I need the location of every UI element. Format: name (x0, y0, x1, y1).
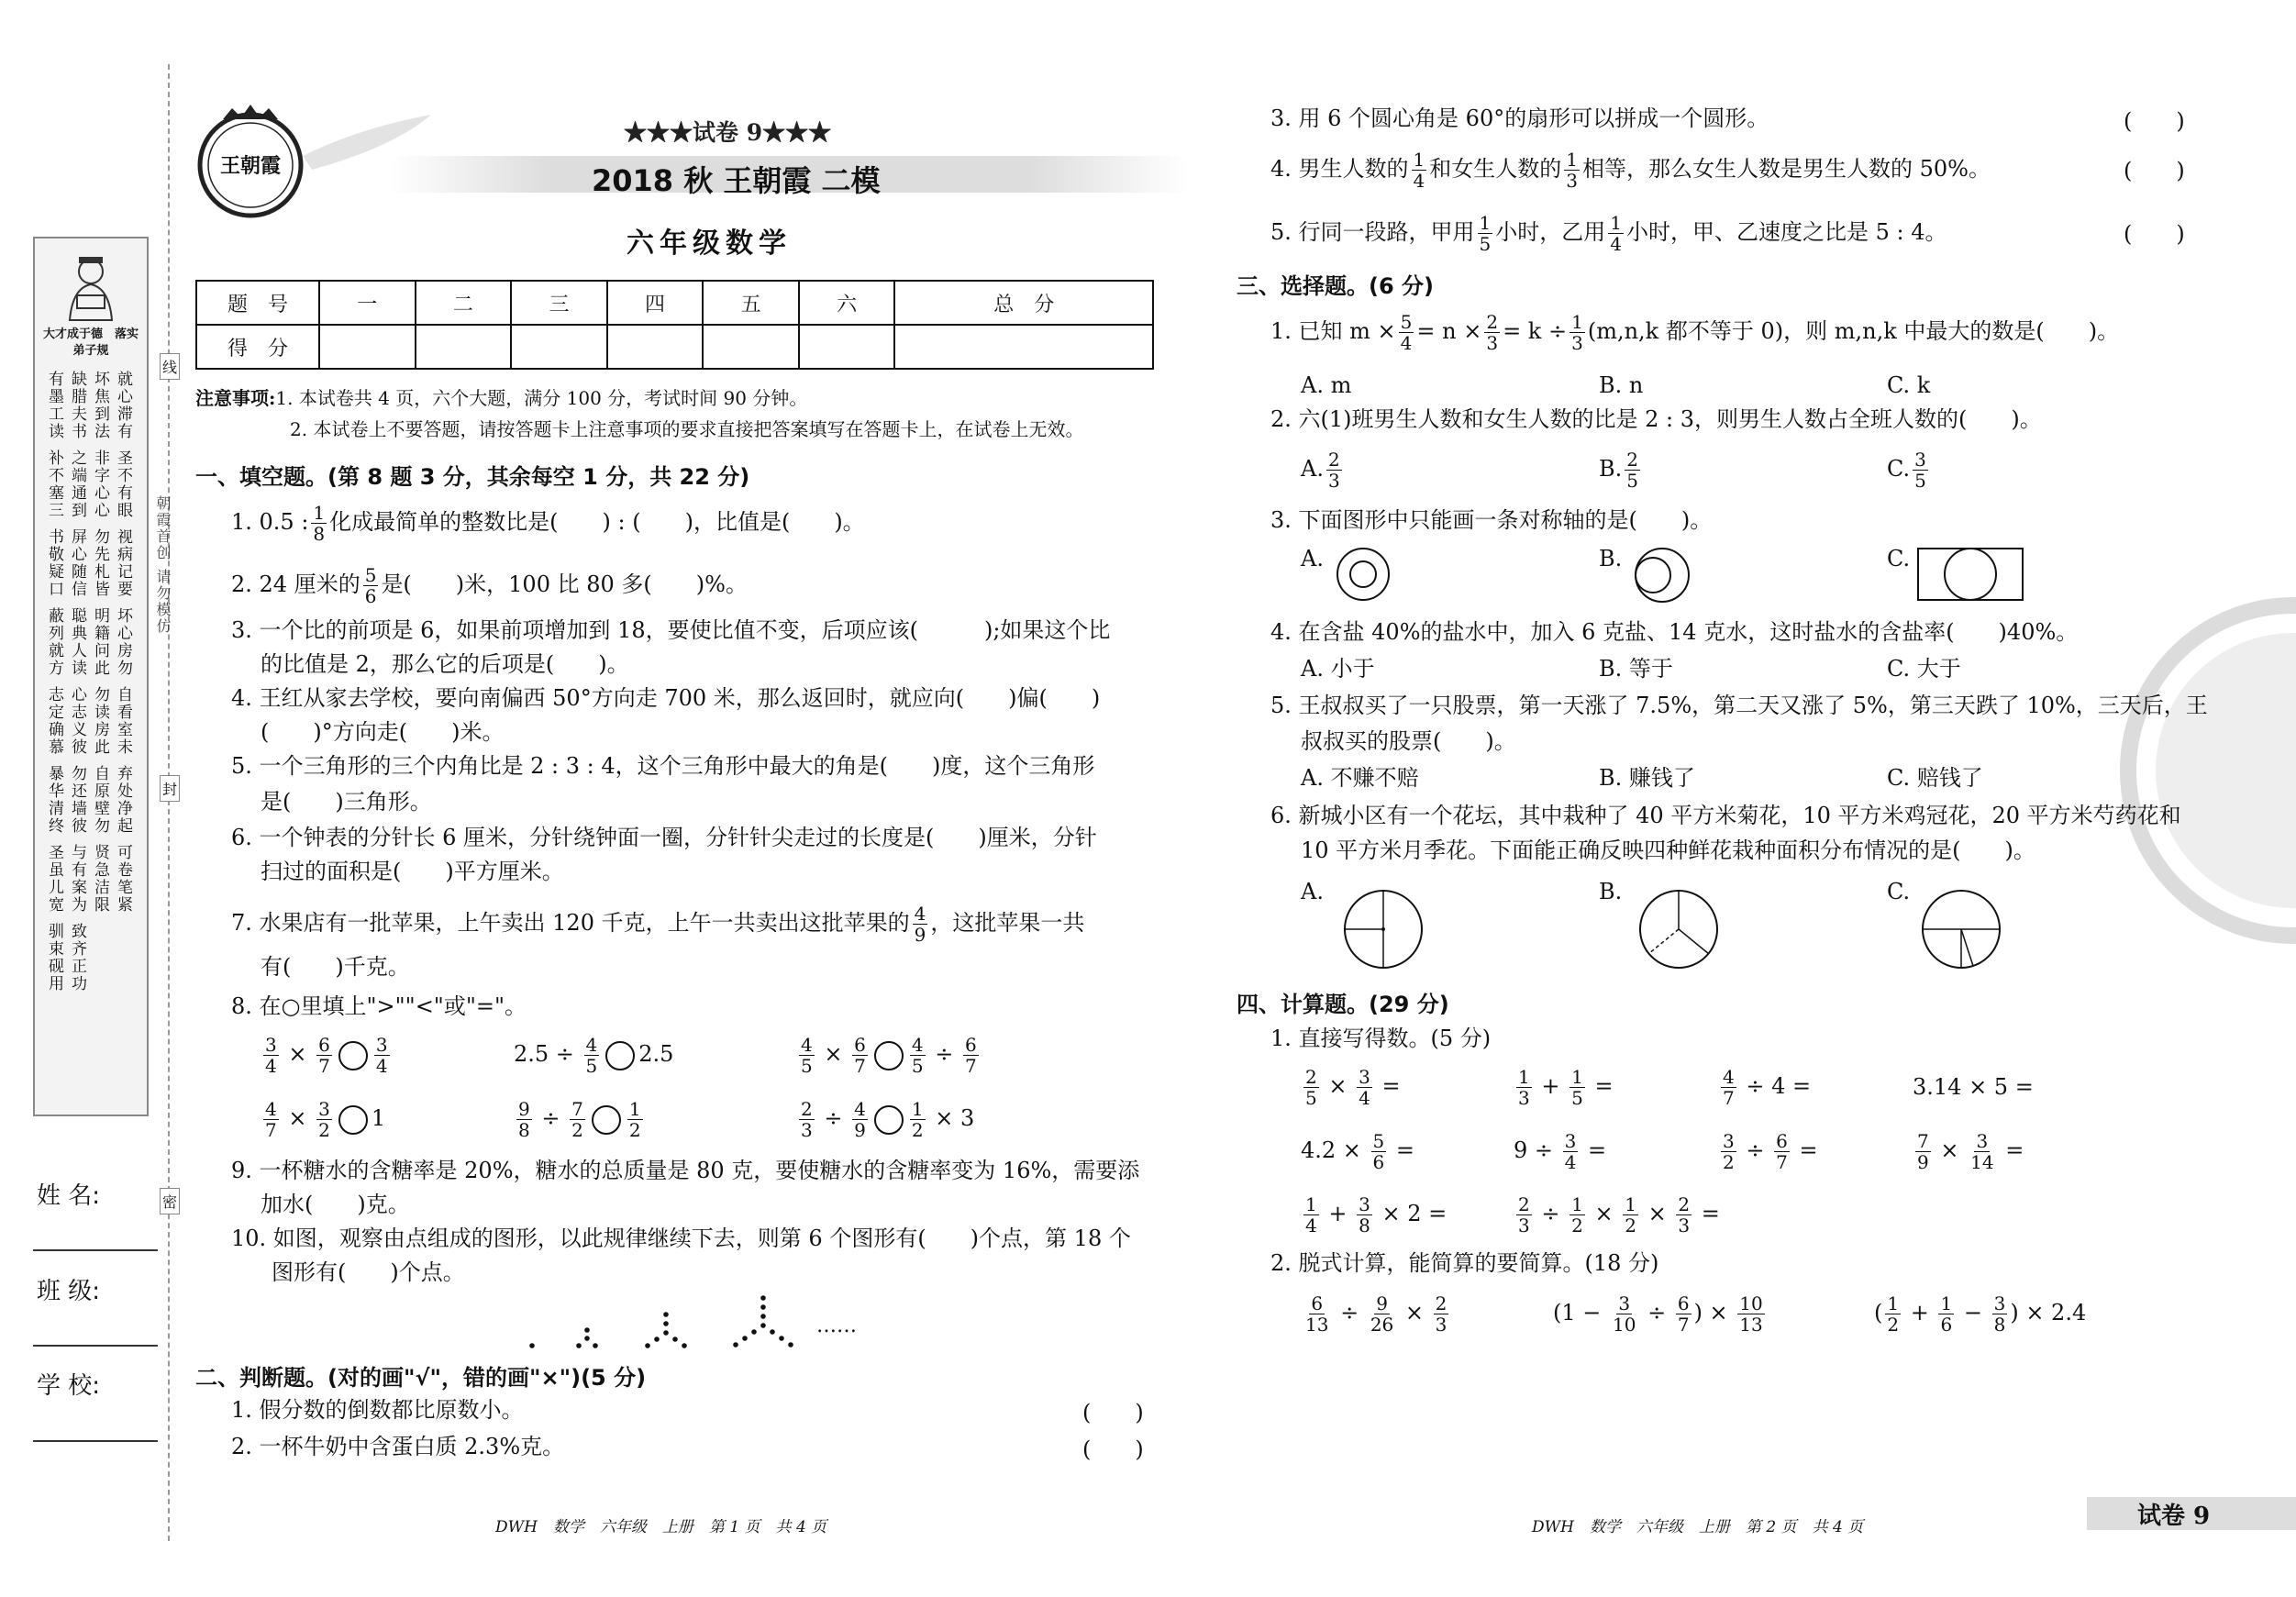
judge-3-answer[interactable]: ( ) (2124, 108, 2185, 134)
score-cell[interactable] (703, 325, 799, 369)
q-text: 相等，那么女生人数是男生人数的 50%。 (1582, 156, 1991, 182)
seal-mark-feng: 封 (160, 775, 180, 802)
score-header-cell: 五 (703, 281, 799, 325)
choice-2-option-b[interactable]: B. $\frac{2}{5}$ (1599, 449, 1638, 492)
poem-column: 圣不有眼 (114, 449, 132, 519)
choice-6b: 10 平方米月季花。下面能正确反映四种鲜花栽种面积分布情况的是( )。 (1301, 837, 2035, 863)
q-text: 1. 0.5 : (231, 509, 309, 535)
question-2 (231, 565, 748, 606)
answer-circle[interactable] (605, 1041, 635, 1070)
page-1-footer: DWH 数学 六年级 上册 第 1 页 共 4 页 (495, 1518, 827, 1536)
option-label: A. (1301, 456, 1324, 482)
fraction: $\frac{5}{6}$ (364, 564, 377, 607)
poem-column: 有墨工读 (45, 371, 63, 440)
compare-expr-3: $\frac{4}{5}$ × $\frac{6}{7}$ $\frac{4}{5}$ ÷ $\frac{6}{7}$ (801, 1034, 977, 1077)
choice-2-option-c[interactable]: C. $\frac{3}{5}$ (1887, 449, 1926, 492)
corner-tag: 试卷 9 (2137, 1503, 2211, 1530)
poem-column: 坏心房勿 (114, 607, 132, 677)
score-cell[interactable] (607, 325, 704, 369)
question-5a: 5. 一个三角形的三个内角比是 2 : 3 : 4，这个三角形中最大的角是( )度，这个三角形 (231, 753, 1095, 779)
poem-column: 贤急洁限 (91, 844, 109, 914)
rectangle-circle-figure (1917, 548, 2024, 604)
option-label: C. (1887, 456, 1911, 482)
notes-label: 注意事项: (195, 387, 276, 409)
compare-expr-1: $\frac{3}{4}$ × $\frac{6}{7}$ $\frac{3}{4}$ (265, 1034, 388, 1077)
score-table (195, 280, 1154, 370)
poem-column: 补不塞三 (45, 449, 63, 519)
answer-circle[interactable] (874, 1105, 904, 1135)
inner-tangent-circles-figure (1633, 546, 1691, 608)
name-label: 姓 名: (37, 1182, 101, 1210)
section-3-heading: 三、选择题。(6 分) (1237, 273, 1434, 299)
dot-pattern-figure (514, 1289, 899, 1353)
choice-1-option-c[interactable]: C. k (1887, 372, 1931, 398)
fraction: $\frac{4}{9}$ (914, 903, 926, 946)
pie-option-c-figure (1920, 888, 2002, 974)
q-text: 5. 行同一段路，甲用 (1270, 219, 1475, 245)
calc-2-heading: 2. 脱式计算，能简算的要简算。(18 分) (1270, 1250, 1659, 1276)
poem-column: 非字心心 (91, 449, 109, 519)
q-text: 小时，甲、乙速度之比是 5 : 4。 (1626, 219, 1947, 245)
poem-column: 坏焦到法 (91, 371, 109, 440)
choice-5-option-a[interactable]: A. 不赚不赔 (1301, 765, 1419, 791)
score-cell[interactable] (511, 325, 607, 369)
school-label: 学 校: (37, 1372, 101, 1400)
poem-column: 明籍问此 (91, 607, 109, 677)
poem-column: 致齐正功 (68, 923, 86, 993)
choice-3: 3. 下面图形中只能画一条对称轴的是( )。 (1270, 507, 1713, 533)
calc-item: $\frac{6}{13}$ ÷ $\frac{9}{26}$ × $\frac{2}{3}$ (1305, 1292, 1447, 1336)
sidebar-poem (42, 371, 139, 1002)
scholar-illustration-icon (59, 251, 123, 325)
question-8: 8. 在○里填上">""<"或"="。 (231, 993, 527, 1019)
q-text: 和女生人数的 (1429, 156, 1562, 182)
q-text: = k ÷ (1503, 318, 1568, 344)
score-row-label: 得 分 (196, 325, 319, 369)
section-1-heading: 一、填空题。(第 8 题 3 分，其余每空 1 分，共 22 分) (195, 464, 750, 490)
score-header-cell: 总 分 (894, 281, 1153, 325)
poem-column: 勿先札皆 (91, 528, 109, 598)
choice-1: 1. 已知 m × $\frac{5}{4}$ = n × $\frac{2}{3}$ = k ÷ $\frac{1}{3}$ (m,n,k 都不等于 0)，则 m,n,k 中最大的数是( )。 (1270, 311, 2120, 354)
score-table-header-row (196, 281, 1153, 325)
answer-circle[interactable] (592, 1105, 621, 1135)
judge-4-answer[interactable]: ( ) (2124, 158, 2185, 183)
question-10b: 图形有( )个点。 (272, 1259, 465, 1285)
q-text: 4. 男生人数的 (1270, 156, 1409, 182)
score-header-cell: 题 号 (196, 281, 319, 325)
option-label: B. (1599, 456, 1623, 482)
choice-4: 4. 在含盐 40%的盐水中，加入 6 克盐、14 克水，这时盐水的含盐率( )40%。 (1270, 619, 2079, 645)
score-header-cell: 二 (416, 281, 512, 325)
calc-item: 3.14 × 5 = (1913, 1074, 2034, 1100)
question-9a: 9. 一杯糖水的含糖率是 20%，糖水的总质量是 80 克，要使糖水的含糖率变为 16%，需要添 (231, 1158, 1140, 1183)
judge-2: 2. 一杯牛奶中含蛋白质 2.3%克。 (231, 1434, 565, 1459)
q-text: 1. 已知 m × (1270, 318, 1396, 344)
choice-5-option-b[interactable]: B. 赚钱了 (1599, 765, 1695, 791)
exam-title: 2018 秋 王朝霞 二模 (592, 163, 881, 198)
compare-expr-5: $\frac{9}{8}$ ÷ $\frac{7}{2}$ $\frac{1}{2}$ (518, 1098, 641, 1141)
poem-column: 勿还墙彼 (68, 765, 86, 835)
subject-title: 六年级数学 (627, 227, 792, 260)
choice-6a: 6. 新城小区有一个花坛，其中栽种了 40 平方米菊花，10 平方米鸡冠花，20 平方米芍药花和 (1270, 803, 2181, 828)
choice-4-option-c[interactable]: C. 大于 (1887, 656, 1961, 682)
poem-column: 暴华清终 (45, 765, 63, 835)
choice-3-option-a[interactable]: A. (1301, 546, 1324, 571)
paper-tag: ★★★试卷 9★★★ (624, 119, 832, 146)
poem-column: 书敬疑口 (45, 528, 63, 598)
choice-6-option-c[interactable]: C. (1887, 879, 1911, 904)
q-text: 7. 水果店有一批苹果，上午卖出 120 千克，上午一共卖出这批苹果的 (231, 910, 910, 936)
notes-line-2: 2. 本试卷上不要答题，请按答题卡上注意事项的要求直接把答案填写在答题卡上，在试卷上无效。 (290, 418, 1084, 440)
question-10a: 10. 如图，观察由点组成的图形，以此规律继续下去，则第 6 个图形有( )个点，第 18 个 (231, 1225, 1131, 1251)
question-3a: 3. 一个比的前项是 6，如果前项增加到 18，要使比值不变，后项应该( );如果这个比 (231, 617, 1111, 643)
pie-option-a-figure (1342, 888, 1425, 974)
sidebar-motto: 大才成于德 落实弟子规 (42, 327, 139, 358)
page-2-footer: DWH 数学 六年级 上册 第 2 页 共 4 页 (1532, 1518, 1864, 1536)
section-2-heading: 二、判断题。(对的画"√"，错的画"×")(5 分) (195, 1365, 647, 1391)
fraction: $\frac{1}{8}$ (313, 502, 326, 545)
score-header-cell: 六 (799, 281, 895, 325)
poem-column: 心志义彼 (68, 686, 86, 756)
poem-column: 蔽列就方 (45, 607, 63, 677)
q-text: ，这批苹果一共 (930, 910, 1085, 936)
calc-item: $\frac{4}{7}$ ÷ 4 = (1723, 1066, 1812, 1109)
judge-1-answer[interactable]: ( ) (1082, 1400, 1144, 1425)
q-text: 化成最简单的整数比是( ) : ( )，比值是( )。 (329, 509, 865, 535)
pie-option-b-figure (1637, 888, 1720, 974)
compare-expr-2: 2.5 ÷ $\frac{4}{5}$ 2.5 (514, 1034, 674, 1077)
judge-5: 5. 行同一段路，甲用 $\frac{1}{5}$ 小时，乙用 $\frac{1}{4}$ 小时，甲、乙速度之比是 5 : 4。 (1270, 212, 1947, 255)
class-label: 班 级: (37, 1278, 101, 1305)
calc-item: 4.2 × $\frac{5}{6}$ = (1301, 1130, 1415, 1173)
poem-column: 之端通到 (68, 449, 86, 519)
school-field[interactable] (33, 1440, 158, 1442)
question-7c: 有( )千克。 (261, 954, 410, 980)
poem-column: 与有案为 (68, 844, 86, 914)
sidebar-motto-panel (33, 237, 149, 1116)
question-4b: ( )°方向走( )米。 (261, 719, 505, 745)
calc-item: $\frac{1}{4}$ + $\frac{3}{8}$ × 2 = (1305, 1193, 1447, 1237)
choice-1-option-b[interactable]: B. n (1599, 372, 1644, 398)
copyright-note-2: 请勿模仿 (154, 569, 172, 635)
class-field[interactable] (33, 1345, 158, 1347)
poem-column: 可卷笔紧 (114, 844, 132, 914)
score-header-cell: 三 (511, 281, 607, 325)
choice-3-option-b[interactable]: B. (1599, 546, 1623, 571)
poem-column: 视病记要 (114, 528, 132, 598)
judge-5-answer[interactable]: ( ) (2124, 221, 2185, 247)
poem-column: 缺腊夫书 (68, 371, 86, 440)
score-table-score-row (196, 325, 1153, 369)
choice-1-option-a[interactable]: A. m (1301, 372, 1352, 398)
q-text: 是( )米，100 比 80 多( )%。 (381, 571, 748, 597)
calc-item: (1 − $\frac{3}{10}$ ÷ $\frac{6}{7}$ ) × $\frac{10}{13}$ (1553, 1292, 1763, 1336)
score-header-cell: 四 (607, 281, 704, 325)
name-field[interactable] (33, 1249, 158, 1251)
question-6b: 扫过的面积是( )平方厘米。 (261, 859, 564, 884)
choice-5b: 叔叔买的股票( )。 (1301, 728, 1516, 754)
q-text: = n × (1416, 318, 1482, 344)
question-3b: 的比值是 2，那么它的后项是( )。 (261, 651, 629, 677)
question-5b: 是( )三角形。 (261, 789, 432, 815)
score-cell[interactable] (799, 325, 895, 369)
poem-column: 圣虽儿宽 (45, 844, 63, 914)
choice-2-option-a[interactable]: A. $\frac{2}{3}$ (1301, 449, 1340, 492)
notes-text: 1. 本试卷共 4 页，六个大题，满分 100 分，考试时间 90 分钟。 (275, 387, 808, 409)
compare-expr-6: $\frac{2}{3}$ ÷ $\frac{4}{9}$ $\frac{1}{2}$ × 3 (801, 1098, 975, 1141)
calc-item: $\frac{2}{5}$ × $\frac{3}{4}$ = (1305, 1066, 1401, 1109)
choice-2: 2. 六(1)班男生人数和女生人数的比是 2 : 3，则男生人数占全班人数的( )。 (1270, 406, 2042, 432)
calc-1-heading: 1. 直接写得数。(5 分) (1270, 1026, 1492, 1051)
answer-circle[interactable] (874, 1041, 904, 1070)
poem-column: 自看室未 (114, 686, 132, 756)
judge-1: 1. 假分数的倒数都比原数小。 (231, 1397, 524, 1423)
notes-line-1 (195, 383, 807, 410)
seal-mark-mi: 密 (160, 1188, 180, 1214)
score-cell[interactable] (894, 325, 1153, 369)
seal-mark-xian: 线 (160, 353, 180, 380)
judge-3: 3. 用 6 个圆心角是 60°的扇形可以拼成一个圆形。 (1270, 105, 1769, 131)
score-cell[interactable] (416, 325, 512, 369)
q-text: 小时，乙用 (1495, 219, 1606, 245)
calc-item: $\frac{2}{3}$ ÷ $\frac{1}{2}$ × $\frac{1}{2}$ × $\frac{2}{3}$ = (1518, 1193, 1720, 1237)
calc-item: $\frac{1}{3}$ + $\frac{1}{5}$ = (1518, 1066, 1614, 1109)
choice-5a: 5. 王叔叔买了一只股票，第一天涨了 7.5%，第二天又涨了 5%，第三天跌了 10%，三天后，王 (1270, 693, 2208, 718)
poem-column: 志定确慕 (45, 686, 63, 756)
question-6a: 6. 一个钟表的分针长 6 厘米，分针绕钟面一圈，分针针尖走过的长度是( )厘米，分针 (231, 825, 1097, 850)
question-1 (231, 503, 865, 544)
copyright-note-1: 朝霞首创 (154, 495, 172, 561)
score-cell[interactable] (319, 325, 416, 369)
q-text: (m,n,k 都不等于 0)，则 m,n,k 中最大的数是( )。 (1587, 318, 2120, 344)
concentric-circles-figure (1335, 546, 1392, 606)
poem-column: 屏心随信 (68, 528, 86, 598)
calc-item: $\frac{7}{9}$ × $\frac{3}{14}$ = (1917, 1130, 2024, 1173)
brand-logo-text: 王朝霞 (219, 154, 281, 178)
judge-2-answer[interactable]: ( ) (1082, 1436, 1144, 1462)
poem-column: 驯束砚用 (45, 923, 63, 993)
poem-column: 聪典人读 (68, 607, 86, 677)
choice-5-option-c[interactable]: C. 赔钱了 (1887, 765, 1983, 791)
q-text: 2. 24 厘米的 (231, 571, 360, 597)
score-header-cell: 一 (319, 281, 416, 325)
choice-4-option-b[interactable]: B. 等于 (1599, 656, 1673, 682)
question-4a: 4. 王红从家去学校，要向南偏西 50°方向走 700 米，那么返回时，就应向( )偏( ) (231, 685, 1101, 711)
choice-6-option-a[interactable]: A. (1301, 879, 1324, 904)
calc-item: $\frac{3}{2}$ ÷ $\frac{6}{7}$ = (1723, 1130, 1818, 1173)
binding-dashed-line (168, 64, 170, 1541)
calc-item: 9 ÷ $\frac{3}{4}$ = (1514, 1130, 1607, 1173)
choice-6-option-b[interactable]: B. (1599, 879, 1623, 904)
question-7a (231, 904, 1084, 945)
section-4-heading: 四、计算题。(29 分) (1237, 992, 1449, 1017)
poem-column: 自原壁勿 (91, 765, 109, 835)
poem-column: 就心滞有 (114, 371, 132, 440)
brand-logo (191, 101, 310, 220)
choice-3-option-c[interactable]: C. (1887, 546, 1911, 571)
poem-column: 弃处净起 (114, 765, 132, 835)
answer-circle[interactable] (338, 1105, 368, 1135)
calc-item: ( $\frac{1}{2}$ + $\frac{1}{6}$ − $\frac{3}{8}$ ) × 2.4 (1874, 1292, 2087, 1336)
judge-4: 4. 男生人数的 $\frac{1}{4}$ 和女生人数的 $\frac{1}{3}$ 相等，那么女生人数是男生人数的 50%。 (1270, 149, 1991, 192)
question-9b: 加水( )克。 (261, 1192, 410, 1217)
answer-circle[interactable] (338, 1041, 368, 1070)
poem-column: 勿读房此 (91, 686, 109, 756)
dots-ellipsis: …… (816, 1314, 857, 1337)
choice-4-option-a[interactable]: A. 小于 (1301, 656, 1375, 682)
compare-expr-4: $\frac{4}{7}$ × $\frac{3}{2}$ 1 (265, 1098, 386, 1141)
